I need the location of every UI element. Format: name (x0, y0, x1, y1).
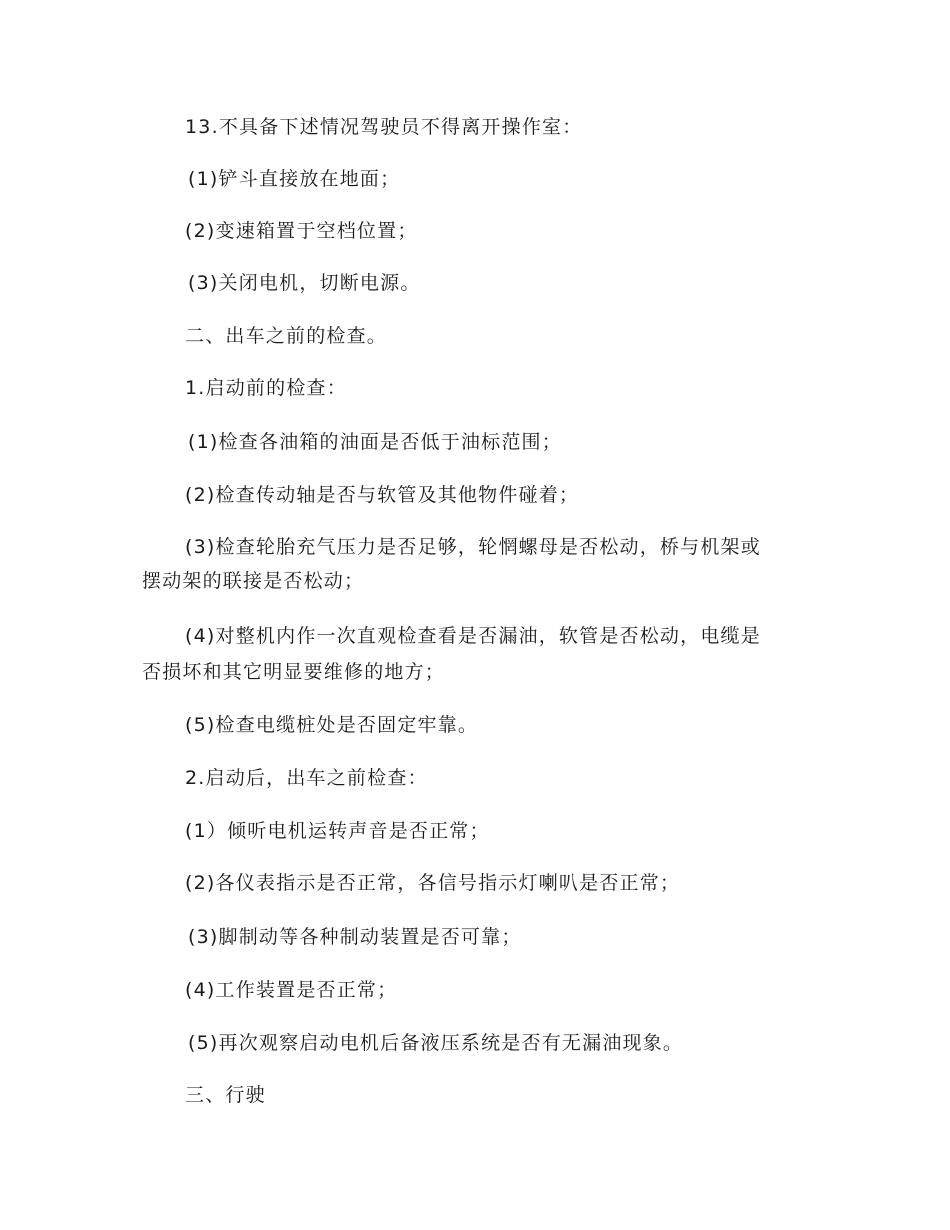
list-item-instruments: (2)各仪表指示是否正常，各信号指示灯喇叭是否正常； (185, 872, 681, 894)
list-item-brakes: (3)脚制动等各种制动装置是否可靠； (188, 926, 522, 948)
list-item-tire-pressure-continued: 摆动架的联接是否松动； (142, 570, 365, 592)
list-item-work-device: (4)工作装置是否正常； (185, 979, 398, 1001)
list-item-motor-off: (3)关闭电机，切断电源。 (188, 272, 421, 294)
list-item-gearbox-neutral: (2)变速箱置于空档位置； (185, 220, 418, 242)
subheading-after-start-check: 2.启动后，出车之前检查： (185, 767, 428, 789)
subheading-before-start-check: 1.启动前的检查： (185, 377, 347, 399)
section-heading-driving: 三、行驶 (185, 1084, 266, 1106)
list-item-motor-sound: (1）倾听电机运转声音是否正常； (185, 820, 490, 842)
list-item-drive-shaft: (2)检查传动轴是否与软管及其他物件碰着； (185, 484, 580, 506)
list-item-oil-level: (1)检查各油箱的油面是否低于油标范围； (188, 431, 562, 453)
paragraph-13-leave-cab-rule: 13.不具备下述情况驾驶员不得离开操作室： (185, 116, 583, 138)
list-item-visual-inspection-continued: 否损坏和其它明显要维修的地方； (142, 661, 446, 683)
section-heading-pre-departure-check: 二、出车之前的检查。 (185, 325, 388, 347)
list-item-tire-pressure: (3)检查轮胎充气压力是否足够，轮惘螺母是否松动，桥与机架或 (185, 536, 761, 558)
list-item-bucket-on-ground: (1)铲斗直接放在地面； (188, 168, 401, 190)
list-item-hydraulic-leak: (5)再次观察启动电机后备液压系统是否有无漏油现象。 (188, 1032, 684, 1054)
list-item-cable-pile: (5)检查电缆桩处是否固定牢靠。 (185, 714, 479, 736)
list-item-visual-inspection: (4)对整机内作一次直观检查看是否漏油，软管是否松动，电缆是 (185, 625, 761, 647)
